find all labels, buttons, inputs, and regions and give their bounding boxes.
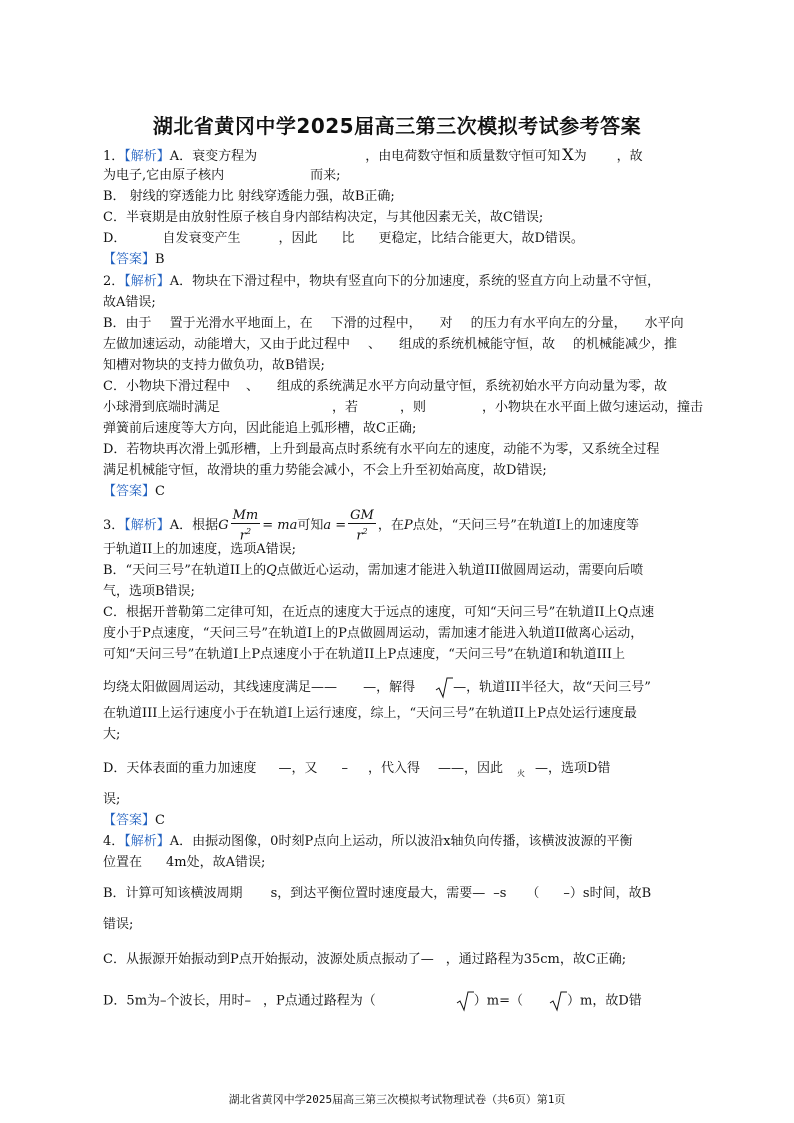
sqrt-symbol-icon (456, 990, 474, 1012)
q3-line-6: 度小于P点速度，“天问三号”在轨道I上的P点做圆周运动，需加速才能进入轨道II做离心运动， (103, 626, 644, 641)
q3-line-10: 大; (103, 727, 121, 742)
q1-line-1: 1．【解析】A．衰变方程为 ，由电荷数守恒和质量数守恒可知 X为 ，故 (103, 145, 643, 164)
q3-line-5: C．根据开普勒第二定律可知，在近点的速度大于远点的速度，可知“天问三号”在轨道II上Q点速 (103, 605, 655, 620)
q2-line-10: 满足机械能守恒，故滑块的重力势能会减小，不会上升至初始高度，故D错误; (103, 463, 547, 478)
q4-line-6: D．5m为–个波长，用时– ，P点通过路程为（ ）m=（ ）m，故D错 (103, 990, 642, 1013)
q2-line-7: 小球滑到底端时满足 ，若 ，则 ，小物块在水平面上做匀速运动，撞击 (103, 400, 704, 415)
q4-line-4: 错误; (103, 917, 134, 932)
q2-line-3: B．由于 置于光滑水平地面上，在 下滑的过程中， 对 的压力有水平向左的分量， 水平向 (103, 316, 684, 331)
q4-line-3: B．计算可知该横波周期 s，到达平衡位置时速度最大，需要— –s （ –）s时间，故B (103, 886, 652, 901)
sqrt-symbol-icon (435, 677, 453, 699)
q2-line-1: 2．【解析】A．物块在下滑过程中，物块有竖直向下的分加速度，系统的竖直方向上动量不守恒， (103, 274, 661, 289)
document-title: 湖北省黄冈中学2025届高三第三次模拟考试参考答案 (152, 114, 642, 138)
page-footer: 湖北省黄冈中学2025届高三第三次模拟考试物理试卷（共6页）第1页 (228, 1093, 566, 1106)
q4-line-1: 4．【解析】A．由振动图像，0时刻P点向上运动，所以波沿x轴负向传播，该横波波源的平衡 (103, 834, 633, 849)
q3-line-11: D．天体表面的重力加速度 —，又 – ，代入得 ——，因此 $_火$ —，选项D错 (103, 761, 611, 778)
q1-line-4: C．半衰期是由放射性原子核自身内部结构决定，与其他因素无关，故C错误; (103, 210, 544, 225)
q1-answer: 【答案】B (103, 252, 165, 267)
fraction-mm-r2: $\frac{Mm}{r^2}$ (232, 508, 259, 544)
q2-line-5: 知槽对物块的支持力做负功，故B错误; (103, 358, 325, 373)
q2-line-4: 左做加速运动，动能增大，又由于此过程中 、 组成的系统机械能守恒，故 的机械能减少，推 (103, 337, 678, 352)
q3-line-1: 3．【解析】A．根据G $\frac{Mm}{r^2}$ = ma可知a = $\frac{GM}{r^2}$ ，在P点处，“天问三号”在轨道I上的加速度等 (103, 508, 640, 544)
q2-answer: 【答案】C (103, 484, 165, 499)
q3-line-3: B．“天问三号”在轨道II上的Q点做近心运动，需加速才能进入轨道III做圆周运动，需要向后喷 (103, 563, 644, 578)
q3-line-8: 均绕太阳做圆周运动，其线速度满足—— —，解得 —，轨道III半径大，故“天问三号” (103, 675, 651, 701)
sqrt-symbol-icon (549, 990, 567, 1012)
q3-answer: 【答案】C (103, 813, 165, 828)
q3-line-4: 气，选项B错误; (103, 584, 195, 599)
fraction-gm-r2: $\frac{GM}{r^2}$ (350, 508, 374, 544)
q1-line-3: B． 射线的穿透能力比 射线穿透能力强，故B正确; (103, 189, 395, 204)
q4-line-5: C．从振源开始振动到P点开始振动，波源处质点振动了— ，通过路程为35cm，故C正确; (103, 952, 627, 967)
q1-line-5: D． 自发衰变产生 ，因此 比 更稳定，比结合能更大，故D错误。 (103, 231, 584, 246)
q2-line-9: D．若物块再次滑上弧形槽，上升到最高点时系统有水平向左的速度，动能不为零，又系统全过程 (103, 442, 660, 457)
q4-line-2: 位置在 4m处，故A错误; (103, 855, 266, 870)
q3-line-7: 可知“天问三号”在轨道I上P点速度小于在轨道II上P点速度，“天问三号”在轨道I和轨道III上 (103, 647, 626, 662)
q3-line-9: 在轨道III上运行速度小于在轨道I上运行速度，综上，“天问三号”在轨道II上P点处运行速度最 (103, 706, 637, 721)
q2-line-2: 故A错误; (103, 295, 156, 310)
q3-line-12: 误; (103, 792, 121, 807)
q2-line-6: C．小物块下滑过程中 、 组成的系统满足水平方向动量守恒，系统初始水平方向动量为零，故 (103, 379, 667, 394)
q1-line-2: 为电子,它由原子核内 而来; (103, 168, 341, 183)
q2-line-8: 弹簧前后速度等大方向，因此能追上弧形槽，故C正确; (103, 421, 417, 436)
q3-line-2: 于轨道II上的加速度，选项A错误; (103, 542, 297, 557)
